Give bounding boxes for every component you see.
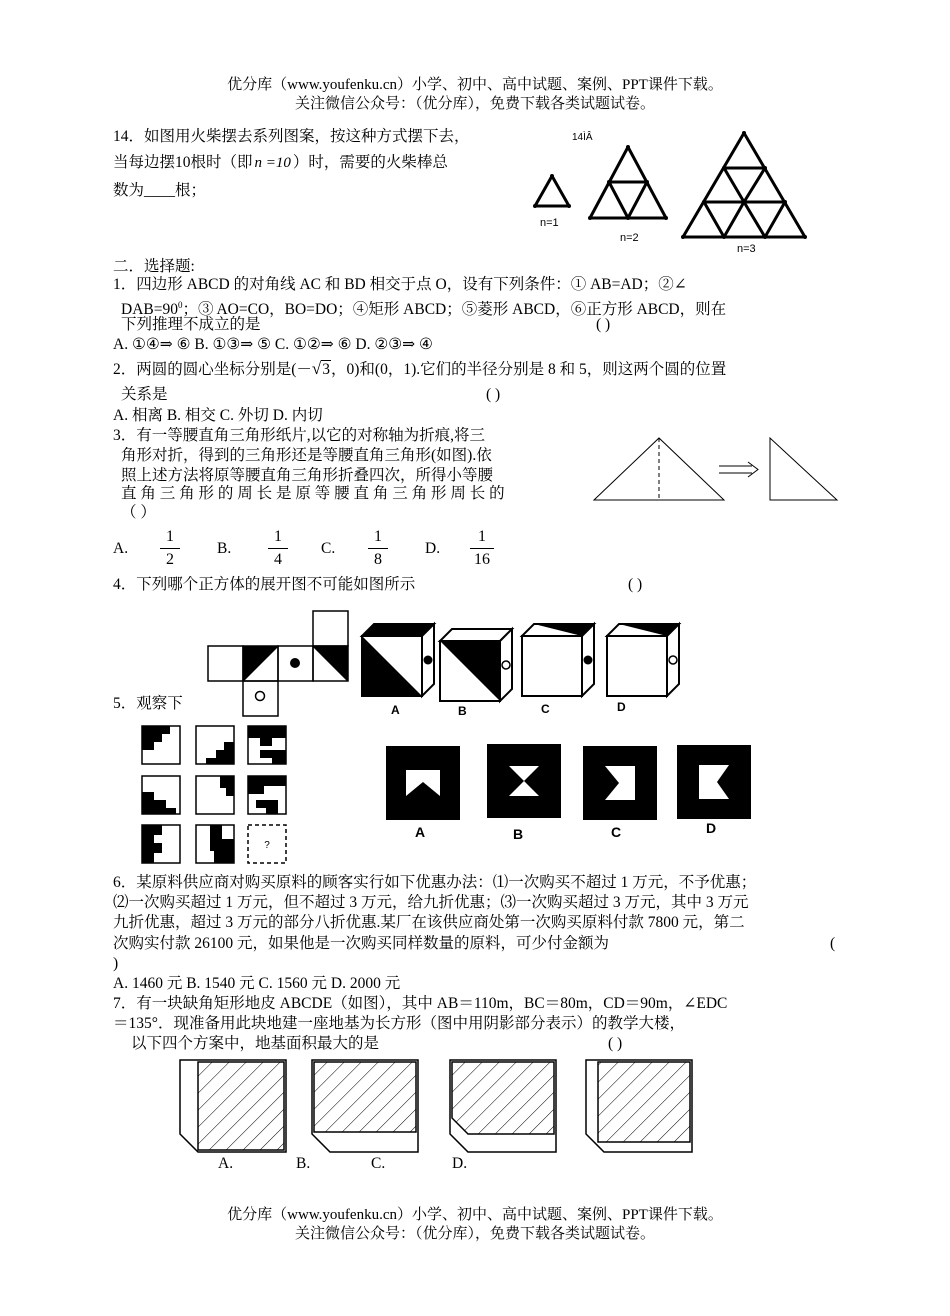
q4-label-b: B [458,704,467,718]
q6-paren-open: ( [830,935,836,952]
q5-option-b [487,744,561,818]
footer-line-2: 关注微信公众号：（优分库），免费下载各类试题试卷。 [294,1226,655,1242]
footer-line-1: 优分库（www.youfenku.cn）小学、初中、高中试题、案例、PPT课件下载。 [227,1207,723,1223]
q5-line-1: 5．观察下 [113,695,183,712]
q4-cube-b [438,627,514,703]
q5-label-a: A [415,824,426,840]
q6-paren-close: ) [113,955,119,972]
q7-answer-paren: ( ) [608,1035,623,1052]
q14-line-3: 数为____根； [113,182,207,199]
q4-answer-paren: ( ) [628,576,643,593]
q5-option-d [677,745,751,819]
q4-cube-c [520,622,596,698]
q6-line-2: ⑵一次购买超过 1 万元，但不超过 3 万元，给九折优惠；⑶一次购买超过 3 万元，其中 3 万元 [113,894,749,911]
q3-option-a-label: A. [113,540,129,557]
q3-option-b-fraction: 1 4 [268,527,288,570]
q3-line-3: 照上述方法将原等腰直角三角形折叠四次，所得小等腰 [121,467,494,484]
q4-cube-net [207,610,352,720]
q3-option-c-fraction: 1 8 [368,527,388,570]
q14-line-2: 当每边摆10根时（即 n =10 ）时，需要的火柴棒总 [113,154,448,171]
q4-label-a: A [391,703,400,717]
q6-line-1: 6．某原料供应商对购买原料的顾客实行如下优惠办法：⑴一次购买不超过 1 万元，不予优惠； [113,874,757,891]
q5-label-d: D [706,820,717,836]
q7-label-b: B. [296,1155,311,1172]
q3-option-a-fraction: 1 2 [160,527,180,570]
q4-label-c: C [541,702,550,716]
header-line-1: 优分库（www.youfenku.cn）小学、初中、高中试题、案例、PPT课件下载。 [227,77,723,93]
q2-line-2: 关系是 [121,386,168,403]
q2-line-1: 2．两圆的圆心坐标分别是(－√3，0)和(0，1).它们的半径分别是 8 和 5，则这两个圆的位置 [113,359,727,378]
q4-cube-a [360,622,436,698]
q14-label-n1: n=1 [540,217,559,229]
q1-answer-paren: ( ) [596,316,611,333]
sqrt-symbol: √ [311,359,322,378]
q14-line-1: 14．如图用火柴摆去系列图案，按这种方式摆下去， [113,128,470,145]
q7-lot-figures [178,1058,738,1158]
q1-line-1: 1．四边形 ABCD 的对角线 AC 和 BD 相交于点 O，设有下列条件：① AB=AD；②∠ [113,276,687,293]
q14-label-n2: n=2 [620,232,639,244]
q1-options: A. ①④⇒ ⑥ B. ①③⇒ ⑤ C. ①②⇒ ⑥ D. ②③⇒ ④ [113,336,433,353]
q4-cube-d [605,622,681,698]
q5-label-c: C [611,824,622,840]
q7-line-2: ＝135°．现准备用此块地建一座地基为长方形（图中用阴影部分表示）的教学大楼， [113,1015,685,1032]
q3-option-d-label: D. [425,540,441,557]
q6-line-4: 次购实付款 26100 元，如果他是一次购买同样数量的原料，可少付金额为 [113,935,610,952]
q6-options: A. 1460 元 B. 1540 元 C. 1560 元 D. 2000 元 [113,975,401,992]
q1-line-3: 下列推理不成立的是 [121,316,261,333]
q14-n-expression: n =10 [254,155,291,171]
q3-line-2: 角形对折，得到的三角形还是等腰直角三角形(如图).依 [121,447,492,464]
q5-pattern-grid [140,724,292,864]
q3-line-1: 3．有一等腰直角三角形纸片,以它的对称轴为折痕,将三 [113,427,486,444]
q1-line-2: $DAB=90^0$；③ AO=CO，BO=DO；④矩形 ABCD；⑤菱形 ABCD，⑥正方形 ABCD，则在 [121,300,727,319]
q7-label-a: A. [218,1155,234,1172]
q3-option-d-fraction: 1 16 [470,527,494,570]
q7-line-3: 以下四个方案中，地基面积最大的是 [131,1035,380,1052]
q2-options: A. 相离 B. 相交 C. 外切 D. 内切 [113,407,323,424]
q7-label-c: C. [371,1155,386,1172]
q5-label-b: B [513,826,524,842]
q2-answer-paren: ( ) [486,386,501,403]
q14-triangle-figure [525,125,815,255]
q3-option-c-label: C. [321,540,336,557]
q3-fold-figure [592,436,842,506]
q7-label-d: D. [452,1155,468,1172]
q14-figure-title: 14ÌÂ [572,132,593,143]
q5-option-c [583,746,657,820]
q14-label-n3: n=3 [737,243,756,255]
q6-line-3: 九折优惠，超过 3 万元的部分八折优惠.某厂在该供应商处第一次购买原料付款 7800 元，第二 [113,914,745,931]
header-line-2: 关注微信公众号：（优分库），免费下载各类试题试卷。 [294,96,655,112]
q4-label-d: D [617,700,626,714]
q3-line-5: （ ） [121,504,156,521]
q4-line-1: 4．下列哪个正方体的展开图不可能如图所示 [113,576,416,593]
q3-option-b-label: B. [217,540,232,557]
q5-unknown-mark: ? [264,840,270,851]
q5-option-a [386,746,460,820]
section-2-title: 二．选择题: [113,258,195,275]
q3-line-4: 直 角 三 角 形 的 周 长 是 原 等 腰 直 角 三 角 形 周 长 的 [121,485,505,502]
q7-line-1: 7．有一块缺角矩形地皮 ABCDE（如图），其中 AB＝110m，BC＝80m，CD＝90m，∠EDC [113,995,728,1012]
